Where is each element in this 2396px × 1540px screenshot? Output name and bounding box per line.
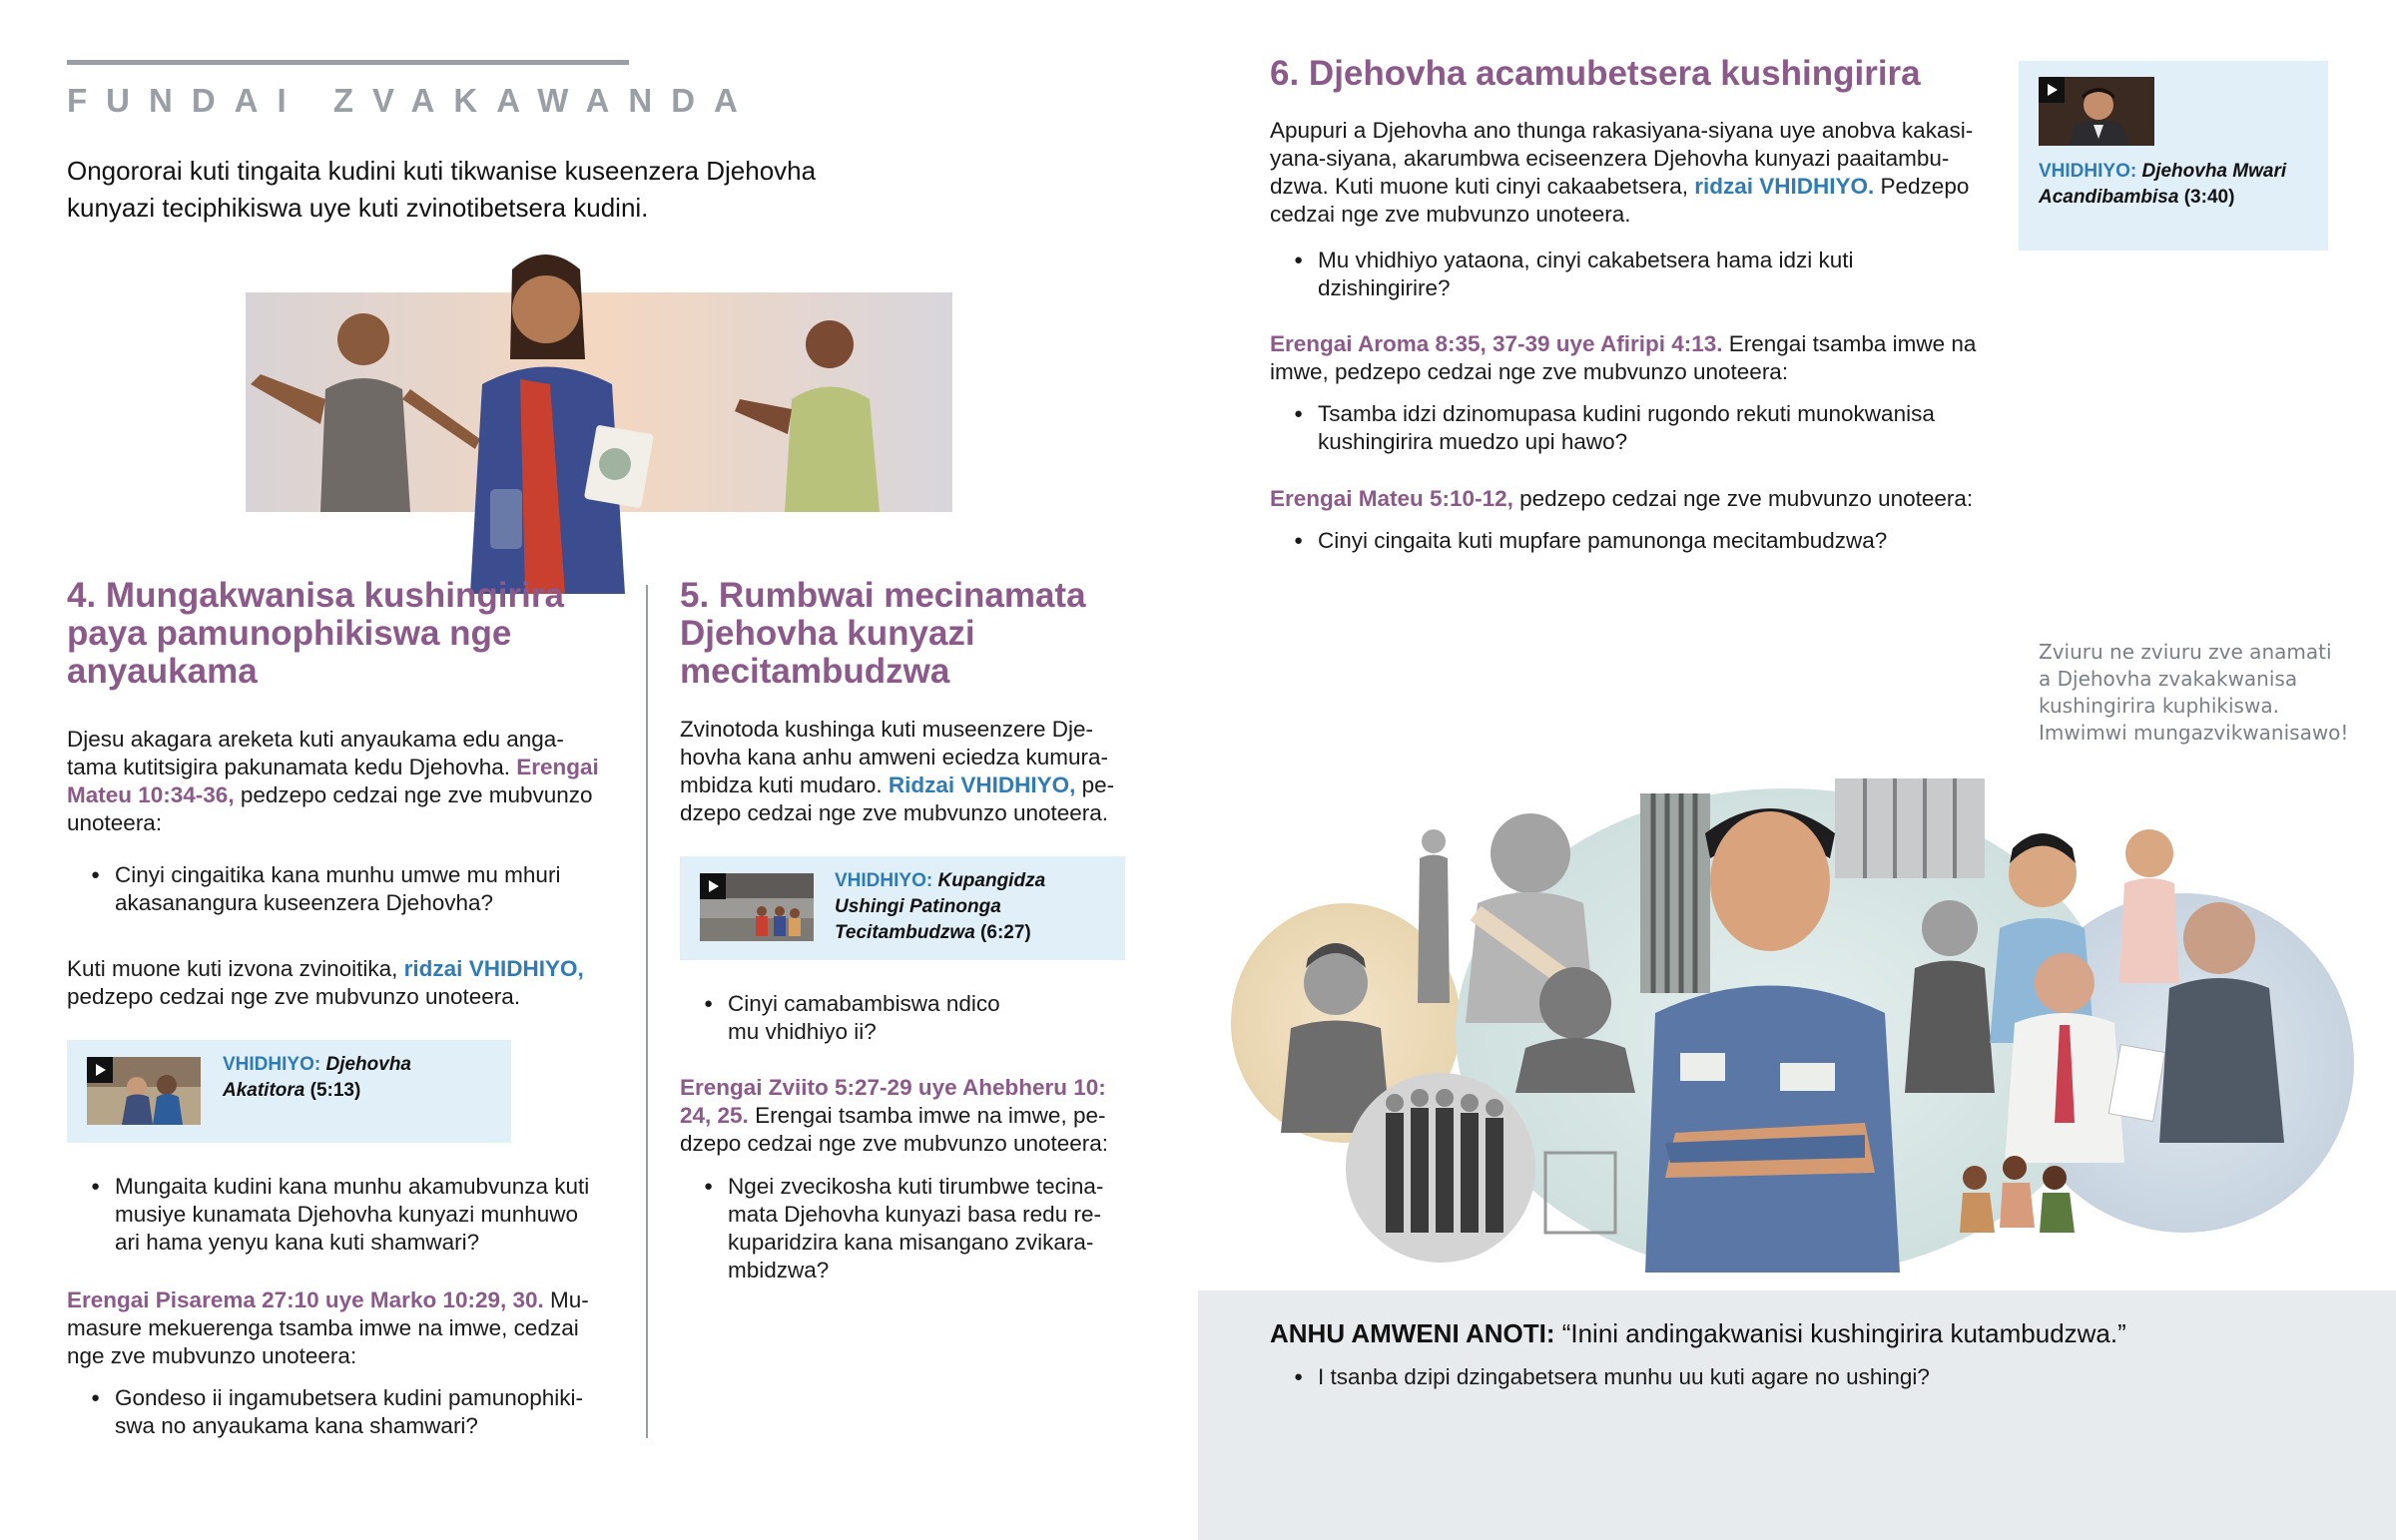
section-6-para-1 (1270, 117, 2019, 229)
section-5-para-1 (680, 716, 1139, 827)
play-icon[interactable] (700, 873, 726, 899)
line: Erengai Mateu 5:10-12, pedzepo cedzai nge zve mubvunzo unoteera: (1270, 486, 1974, 511)
play-video-link[interactable]: ridzai VHIDHIYO, (403, 956, 584, 981)
play-video-link[interactable]: ridzai VHIDHIYO. (1694, 174, 1875, 199)
section-5-question-2: ● Ngei zvecikosha kuti tirumbwe tecina- mata Djehovha kunyazi basa redu re- kuparidzira kana misangano zvikara- mbidzwa? (680, 1173, 1139, 1284)
column-divider (646, 585, 648, 1438)
line: nge zve mubvunzo unoteera: (67, 1343, 357, 1368)
section-6-question-3: ● Cinyi cingaita kuti mupfare pamunonga mecitambudzwa? (1270, 527, 2019, 555)
section-4-heading: 4. Mungakwanisa kushingirira paya pamunophikiswa nge anyaukama (67, 576, 564, 691)
play-icon[interactable] (87, 1057, 113, 1083)
section-6-para-3 (1270, 485, 2029, 513)
video-caption: VHIDHIYO: Djehovha Akatitora (5:13) (223, 1054, 411, 1101)
line: Mateu 10:34-36, pedzepo cedzai nge zve mubvunzo (67, 782, 593, 807)
section-4-para-2 (67, 955, 636, 1011)
page-title: FUNDAI ZVAKAWANDA (67, 82, 757, 119)
line: unoteera: (67, 810, 163, 835)
line: imwe, pedzepo cedzai nge zve mubvunzo unoteera: (1270, 359, 1789, 384)
section-4-question-3: ● Gondeso ii ingamubetsera kudini pamunophiki- swa no anyaukama kana shamwari? (67, 1384, 636, 1440)
line: yana-siyana, akarumbwa eciseenzera Djehovha kunyazi paaitambu- (1270, 146, 1950, 171)
video-thumbnail[interactable] (2039, 77, 2154, 146)
line: Zvinotoda kushinga kuti museenzere Dje- (680, 717, 1093, 742)
line: Djesu akagara areketa kuti anyaukama edu anga- (67, 727, 564, 752)
line: 24, 25. Erengai tsamba imwe na imwe, pe- (680, 1103, 1106, 1128)
section-4-para-1 (67, 726, 636, 837)
intro-text: Ongororai kuti tingaita kudini kuti tikwanise kuseenzera Djehovha kunyazi teciphikiswa uye kuti zvinotibetsera kudini. (67, 156, 817, 223)
line: Erengai Zviito 5:27-29 uye Ahebheru 10: (680, 1075, 1106, 1100)
video-card-djehovha-akatitora[interactable] (67, 1040, 511, 1143)
video-card-djehovha-mwari[interactable] (2019, 61, 2328, 251)
witnesses-collage-illustration (1226, 764, 2364, 1273)
video-caption: VHIDHIYO: Djehovha Mwari Acandibambisa (3:40) (2039, 161, 2287, 208)
video-thumbnail[interactable] (700, 873, 814, 941)
section-6-question-1: ● Mu vhidhiyo yataona, cinyi cakabetsera hama idzi kuti dzishingirire? (1270, 247, 2019, 302)
video-card-kupangidza-ushingi[interactable] (680, 856, 1125, 960)
line: tama kutitsigira pakunamata kedu Djehovha. Erengai (67, 755, 599, 779)
line: masure mekuerenga tsamba imwe na imwe, cedzai (67, 1315, 579, 1340)
section-4-para-3 (67, 1286, 636, 1370)
hero-illustration (221, 250, 952, 594)
line: pedzepo cedzai nge zve mubvunzo unoteera. (67, 984, 521, 1009)
section-4-question-1: ● Cinyi cingaitika kana munhu umwe mu mhuri akasanangura kuseenzera Djehovha? (67, 861, 636, 917)
line: mbidza kuti mudaro. Ridzai VHIDHIYO, pe- (680, 772, 1115, 797)
section-6-heading: 6. Djehovha acamubetsera kushingirira (1270, 54, 1921, 93)
line: dzepo cedzai nge zve mubvunzo unoteera: (680, 1131, 1109, 1156)
line: dzepo cedzai nge zve mubvunzo unoteera. (680, 800, 1109, 825)
line: dzwa. Kuti muone kuti cinyi cakaabetsera, ridzai VHIDHIYO. Pedzepo (1270, 174, 1970, 199)
section-5-heading: 5. Rumbwai mecinamata Djehovha kunyazi mecitambudzwa (680, 576, 1086, 691)
line: Apupuri a Djehovha ano thunga rakasiyana-siyana uye anobva kakasi- (1270, 118, 1974, 143)
section-4-question-2: ● Mungaita kudini kana munhu akamubvunza kuti musiye kunamata Djehovha kunyazi munhuwo ari hama yenyu kana kuti shamwari? (67, 1173, 636, 1257)
line: cedzai nge zve mubvunzo unoteera. (1270, 202, 1631, 227)
play-video-link[interactable]: Ridzai VHIDHIYO, (888, 772, 1076, 797)
line: Kuti muone kuti izvona zvinoitika, ridzai VHIDHIYO, (67, 956, 584, 981)
play-icon[interactable] (2039, 77, 2065, 103)
section-5-question-1: ● Cinyi camabambiswa ndico mu vhidhiyo ii? (680, 990, 1139, 1046)
line: Erengai Pisarema 27:10 uye Marko 10:29, 30. Mu- (67, 1287, 589, 1312)
section-6-para-2 (1270, 330, 2019, 386)
others-say-question: ● I tsanba dzipi dzingabetsera munhu uu kuti agare no ushingi? (1270, 1363, 2268, 1391)
video-thumbnail[interactable] (87, 1057, 201, 1125)
others-say-quote: ANHU AMWENI ANOTI: “Inini andingakwanisi kushingirira kutambudzwa.” (1270, 1318, 2126, 1348)
section-5-para-2 (680, 1074, 1139, 1158)
line: Erengai Aroma 8:35, 37-39 uye Afiripi 4:13. Erengai tsamba imwe na (1270, 331, 1977, 356)
line: hovha kana anhu amweni eciedza kumura- (680, 745, 1109, 770)
collage-caption: Zviuru ne zviuru zve anamati a Djehovha zvakakwanisa kushingirira kuphikiswa. Imwimwi mungazvikwanisawo! (2039, 640, 2349, 745)
header-rule (67, 60, 629, 65)
video-caption: VHIDHIYO: Kupangidza Ushingi Patinonga Tecitambudzwa (6:27) (835, 870, 1046, 943)
section-6-question-2: ● Tsamba idzi dzinomupasa kudini rugondo rekuti munokwanisa kushingirira muedzo upi hawo? (1270, 400, 2019, 456)
